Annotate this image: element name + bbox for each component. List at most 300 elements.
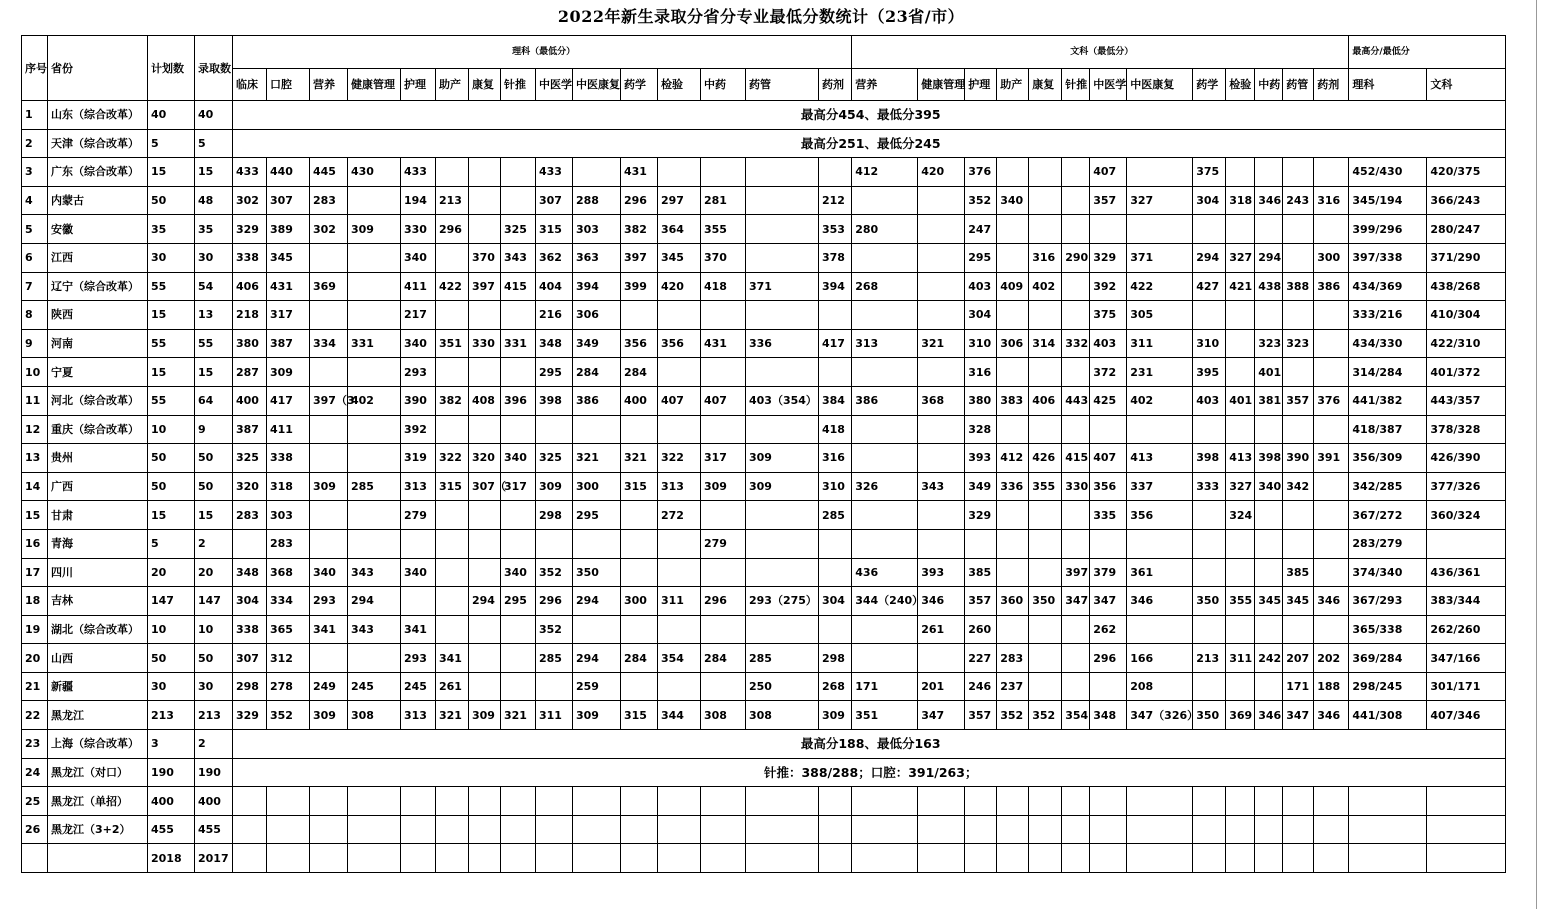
cell-score: 330 [469, 329, 501, 358]
cell-score [1314, 158, 1349, 187]
cell-score: 380 [965, 386, 997, 415]
cell-score: 294 [469, 587, 501, 616]
cell-score [918, 272, 965, 301]
cell-score [436, 358, 469, 387]
cell-score: 213 [1193, 644, 1226, 673]
header-max-min-group: 最高分/最低分 [1349, 36, 1506, 69]
cell-score [348, 787, 401, 816]
cell-score: 316 [819, 444, 852, 473]
cell-score: 207 [1283, 644, 1314, 673]
cell-admitted: 455 [195, 815, 233, 844]
header-science-major: 中医学 [536, 69, 573, 101]
cell-score [436, 158, 469, 187]
table-row [22, 386, 1506, 415]
cell-score: 347 [1090, 587, 1127, 616]
cell-score: 379 [1090, 558, 1127, 587]
cell-score [918, 186, 965, 215]
cell-score [1193, 501, 1226, 530]
cell-score [746, 243, 819, 272]
cell-seq: 22 [22, 701, 48, 730]
cell-admitted: 20 [195, 558, 233, 587]
header-science-major: 口腔 [267, 69, 310, 101]
cell-score: 375 [1090, 301, 1127, 330]
cell-score [1255, 415, 1283, 444]
cell-score: 403（354） [746, 386, 819, 415]
cell-score: 338 [233, 243, 267, 272]
header-science-group: 理科（最低分） [233, 36, 852, 69]
cell-score [997, 501, 1029, 530]
admission-score-table [21, 35, 1506, 873]
cell-score: 280 [852, 215, 918, 244]
cell-score: 368 [918, 386, 965, 415]
cell-score [1314, 301, 1349, 330]
cell-score: 202 [1314, 644, 1349, 673]
cell-plan: 30 [148, 243, 195, 272]
cell-score [701, 501, 746, 530]
cell-score: 307 [233, 644, 267, 673]
header-arts-major: 药管 [1283, 69, 1314, 101]
cell-score [501, 358, 536, 387]
cell-score: 347（326） [1127, 701, 1193, 730]
cell-score: 333/216 [1349, 301, 1427, 330]
cell-score [436, 558, 469, 587]
cell-score: 322 [436, 444, 469, 473]
cell-score [348, 243, 401, 272]
cell-score: 356 [621, 329, 658, 358]
cell-plan: 50 [148, 644, 195, 673]
cell-score: 212 [819, 186, 852, 215]
cell-score [436, 501, 469, 530]
cell-score: 420/375 [1427, 158, 1506, 187]
cell-score [1193, 301, 1226, 330]
cell-score: 431 [621, 158, 658, 187]
cell-score [1193, 672, 1226, 701]
cell-province: 广东（综合改革） [48, 158, 148, 187]
cell-score: 329 [233, 701, 267, 730]
header-science-major: 临床 [233, 69, 267, 101]
cell-score [1062, 844, 1090, 873]
cell-score: 411 [267, 415, 310, 444]
cell-score: 352 [536, 558, 573, 587]
cell-score: 334 [267, 587, 310, 616]
cell-score [746, 358, 819, 387]
table-row [22, 672, 1506, 701]
cell-score: 218 [233, 301, 267, 330]
header-science-major: 助产 [436, 69, 469, 101]
cell-score: 329 [965, 501, 997, 530]
cell-score [1226, 815, 1255, 844]
cell-score [310, 358, 348, 387]
cell-seq: 19 [22, 615, 48, 644]
cell-province: 内蒙古 [48, 186, 148, 215]
cell-admitted: 10 [195, 615, 233, 644]
cell-score: 356 [1090, 472, 1127, 501]
cell-score [1255, 301, 1283, 330]
cell-score: 242 [1255, 644, 1283, 673]
cell-score: 227 [965, 644, 997, 673]
header-arts-major: 针推 [1062, 69, 1090, 101]
cell-seq: 25 [22, 787, 48, 816]
cell-score [1314, 615, 1349, 644]
cell-score: 324 [1226, 501, 1255, 530]
cell-score: 407 [701, 386, 746, 415]
cell-score: 418 [819, 415, 852, 444]
cell-score: 341 [401, 615, 436, 644]
cell-score: 350 [573, 558, 621, 587]
cell-score [267, 787, 310, 816]
cell-score: 313 [658, 472, 701, 501]
cell-score [1226, 215, 1255, 244]
cell-score [348, 501, 401, 530]
cell-score: 372 [1090, 358, 1127, 387]
table-row [22, 215, 1506, 244]
cell-score [1226, 301, 1255, 330]
header-arts-major: 中药 [1255, 69, 1283, 101]
cell-score: 284 [621, 358, 658, 387]
cell-score: 369 [1226, 701, 1255, 730]
cell-score [501, 415, 536, 444]
cell-score [1283, 501, 1314, 530]
cell-score [1029, 415, 1062, 444]
cell-admitted: 2 [195, 730, 233, 759]
cell-score: 312 [267, 644, 310, 673]
cell-score: 407 [658, 386, 701, 415]
cell-score: 356 [1127, 501, 1193, 530]
cell-score: 309 [469, 701, 501, 730]
cell-score [746, 215, 819, 244]
cell-province: 青海 [48, 529, 148, 558]
cell-score: 313 [401, 472, 436, 501]
cell-score: 371/290 [1427, 243, 1506, 272]
cell-score: 278 [267, 672, 310, 701]
cell-score [1062, 272, 1090, 301]
cell-score: 237 [997, 672, 1029, 701]
cell-plan: 5 [148, 529, 195, 558]
cell-score [348, 186, 401, 215]
cell-score [1255, 615, 1283, 644]
cell-seq: 14 [22, 472, 48, 501]
cell-score [501, 186, 536, 215]
cell-score [1090, 815, 1127, 844]
cell-score [621, 415, 658, 444]
cell-admitted: 15 [195, 501, 233, 530]
cell-score [918, 644, 965, 673]
cell-seq: 12 [22, 415, 48, 444]
cell-score: 283/279 [1349, 529, 1427, 558]
cell-plan: 190 [148, 758, 195, 787]
table-row [22, 186, 1506, 215]
cell-score: 367/272 [1349, 501, 1427, 530]
cell-score: 433 [401, 158, 436, 187]
cell-score: 396 [501, 386, 536, 415]
cell-score [1283, 243, 1314, 272]
cell-score: 386 [1314, 272, 1349, 301]
table-row [22, 558, 1506, 587]
cell-score: 317 [501, 472, 536, 501]
cell-seq: 26 [22, 815, 48, 844]
cell-score [852, 243, 918, 272]
cell-score: 352 [536, 615, 573, 644]
header-arts-major: 中医学 [1090, 69, 1127, 101]
cell-admitted: 147 [195, 587, 233, 616]
cell-score: 188 [1314, 672, 1349, 701]
cell-score: 294 [1193, 243, 1226, 272]
cell-score: 412 [997, 444, 1029, 473]
cell-score: 422 [436, 272, 469, 301]
table-row [22, 272, 1506, 301]
header-row-groups [22, 36, 1506, 69]
cell-score: 340 [1255, 472, 1283, 501]
cell-score [997, 815, 1029, 844]
cell-score: 304 [965, 301, 997, 330]
cell-score: 430 [348, 158, 401, 187]
cell-score: 298 [233, 672, 267, 701]
cell-score: 356/309 [1349, 444, 1427, 473]
cell-score [469, 358, 501, 387]
cell-score: 340 [310, 558, 348, 587]
table-row [22, 644, 1506, 673]
cell-seq: 3 [22, 158, 48, 187]
cell-score [819, 787, 852, 816]
page-edge-line [1536, 0, 1537, 909]
cell-score: 260 [965, 615, 997, 644]
cell-score: 309 [310, 701, 348, 730]
cell-province: 上海（综合改革） [48, 730, 148, 759]
header-arts-major: 助产 [997, 69, 1029, 101]
cell-score: 306 [573, 301, 621, 330]
cell-score: 350 [1029, 587, 1062, 616]
cell-score [310, 301, 348, 330]
cell-province: 重庆（综合改革） [48, 415, 148, 444]
cell-score: 415 [501, 272, 536, 301]
cell-score: 344 [658, 701, 701, 730]
cell-score: 378 [819, 243, 852, 272]
cell-score: 300 [1314, 243, 1349, 272]
cell-score: 412 [852, 158, 918, 187]
cell-score: 389 [267, 215, 310, 244]
cell-score: 355 [1226, 587, 1255, 616]
cell-score [621, 672, 658, 701]
cell-score [852, 415, 918, 444]
cell-score: 369 [310, 272, 348, 301]
cell-score: 418 [701, 272, 746, 301]
cell-score: 340 [997, 186, 1029, 215]
cell-score: 259 [573, 672, 621, 701]
cell-score [852, 186, 918, 215]
cell-score: 320 [469, 444, 501, 473]
cell-score [819, 558, 852, 587]
cell-seq: 13 [22, 444, 48, 473]
cell-score: 201 [918, 672, 965, 701]
cell-score: 306 [997, 329, 1029, 358]
cell-score: 351 [852, 701, 918, 730]
cell-score: 340 [501, 558, 536, 587]
cell-score: 283 [267, 529, 310, 558]
cell-score: 283 [233, 501, 267, 530]
cell-admitted: 50 [195, 444, 233, 473]
cell-score: 308 [701, 701, 746, 730]
cell-score [1062, 815, 1090, 844]
cell-score: 346 [1314, 587, 1349, 616]
cell-score: 300 [621, 587, 658, 616]
cell-score: 325 [536, 444, 573, 473]
cell-score [348, 529, 401, 558]
cell-score [573, 158, 621, 187]
cell-score: 320 [233, 472, 267, 501]
cell-score [1226, 615, 1255, 644]
table-row [22, 815, 1506, 844]
cell-score [1283, 787, 1314, 816]
cell-score: 216 [536, 301, 573, 330]
cell-score [573, 529, 621, 558]
table-row [22, 730, 1506, 759]
cell-admitted: 15 [195, 158, 233, 187]
cell-score [997, 844, 1029, 873]
cell-score [1193, 529, 1226, 558]
cell-province: 吉林 [48, 587, 148, 616]
cell-score: 250 [746, 672, 819, 701]
cell-score [310, 415, 348, 444]
cell-score: 297 [658, 186, 701, 215]
cell-score: 383 [997, 386, 1029, 415]
cell-score: 341 [310, 615, 348, 644]
cell-score [701, 358, 746, 387]
cell-score [658, 787, 701, 816]
cell-score [997, 415, 1029, 444]
cell-score [997, 558, 1029, 587]
cell-province: 黑龙江 [48, 701, 148, 730]
cell-score: 415 [1062, 444, 1090, 473]
cell-score: 217 [401, 301, 436, 330]
cell-score: 287 [233, 358, 267, 387]
cell-score [1427, 815, 1506, 844]
cell-score: 386 [852, 386, 918, 415]
cell-province: 天津（综合改革） [48, 129, 148, 158]
cell-score: 319 [401, 444, 436, 473]
header-science-major: 康复 [469, 69, 501, 101]
cell-score [469, 301, 501, 330]
cell-score [1127, 615, 1193, 644]
cell-score [1193, 844, 1226, 873]
cell-score: 341 [436, 644, 469, 673]
cell-score: 318 [267, 472, 310, 501]
cell-score: 309 [573, 701, 621, 730]
cell-merged-note: 最高分188、最低分163 [233, 730, 1506, 759]
cell-province: 江西 [48, 243, 148, 272]
cell-seq: 5 [22, 215, 48, 244]
header-arts-major: 护理 [965, 69, 997, 101]
cell-score: 336 [746, 329, 819, 358]
cell-score: 408 [469, 386, 501, 415]
cell-score: 304 [819, 587, 852, 616]
cell-score [746, 501, 819, 530]
cell-seq: 4 [22, 186, 48, 215]
cell-score: 440 [267, 158, 310, 187]
cell-score [573, 844, 621, 873]
cell-admitted: 213 [195, 701, 233, 730]
cell-score [701, 301, 746, 330]
cell-score: 321 [436, 701, 469, 730]
cell-score [348, 815, 401, 844]
cell-score [658, 358, 701, 387]
cell-score [1226, 529, 1255, 558]
header-science-major: 中医康复 [573, 69, 621, 101]
cell-score [658, 672, 701, 701]
cell-score [1029, 558, 1062, 587]
cell-score: 246 [965, 672, 997, 701]
cell-score: 388 [1283, 272, 1314, 301]
cell-score [701, 815, 746, 844]
cell-score: 194 [401, 186, 436, 215]
cell-score: 294 [348, 587, 401, 616]
table-row [22, 329, 1506, 358]
cell-score: 294 [573, 644, 621, 673]
cell-score: 310 [965, 329, 997, 358]
cell-score: 335 [1090, 501, 1127, 530]
table-row [22, 587, 1506, 616]
cell-score: 420 [658, 272, 701, 301]
cell-score: 340 [501, 444, 536, 473]
cell-score [1314, 844, 1349, 873]
header-science-major: 药剂 [819, 69, 852, 101]
cell-score [997, 215, 1029, 244]
cell-score: 417 [267, 386, 310, 415]
cell-score: 301/171 [1427, 672, 1506, 701]
cell-score [1349, 815, 1427, 844]
cell-merged-note: 最高分454、最低分395 [233, 101, 1506, 130]
cell-province: 宁夏 [48, 358, 148, 387]
cell-score [918, 501, 965, 530]
cell-score: 327 [1226, 243, 1255, 272]
cell-score [1226, 358, 1255, 387]
cell-seq: 6 [22, 243, 48, 272]
cell-score [536, 672, 573, 701]
cell-score [469, 186, 501, 215]
cell-score: 300 [573, 472, 621, 501]
cell-score [819, 158, 852, 187]
cell-score [501, 501, 536, 530]
cell-score: 311 [1127, 329, 1193, 358]
cell-score: 403 [965, 272, 997, 301]
cell-score [621, 558, 658, 587]
cell-score: 316 [965, 358, 997, 387]
cell-score: 420 [918, 158, 965, 187]
cell-score: 325 [501, 215, 536, 244]
cell-score [501, 844, 536, 873]
cell-score [310, 444, 348, 473]
cell-admitted: 50 [195, 644, 233, 673]
cell-score: 261 [918, 615, 965, 644]
cell-admitted: 15 [195, 358, 233, 387]
cell-score: 364 [658, 215, 701, 244]
cell-score [1029, 158, 1062, 187]
cell-score: 330 [1062, 472, 1090, 501]
cell-score [918, 358, 965, 387]
cell-score: 310 [1193, 329, 1226, 358]
cell-score [1314, 215, 1349, 244]
cell-score: 347/166 [1427, 644, 1506, 673]
cell-score [658, 301, 701, 330]
cell-score: 285 [819, 501, 852, 530]
table-row [22, 844, 1506, 873]
cell-score [1255, 158, 1283, 187]
cell-score [536, 787, 573, 816]
cell-score: 268 [819, 672, 852, 701]
cell-score: 417 [819, 329, 852, 358]
cell-score [1062, 787, 1090, 816]
cell-score: 293 [401, 644, 436, 673]
cell-score: 443/357 [1427, 386, 1506, 415]
